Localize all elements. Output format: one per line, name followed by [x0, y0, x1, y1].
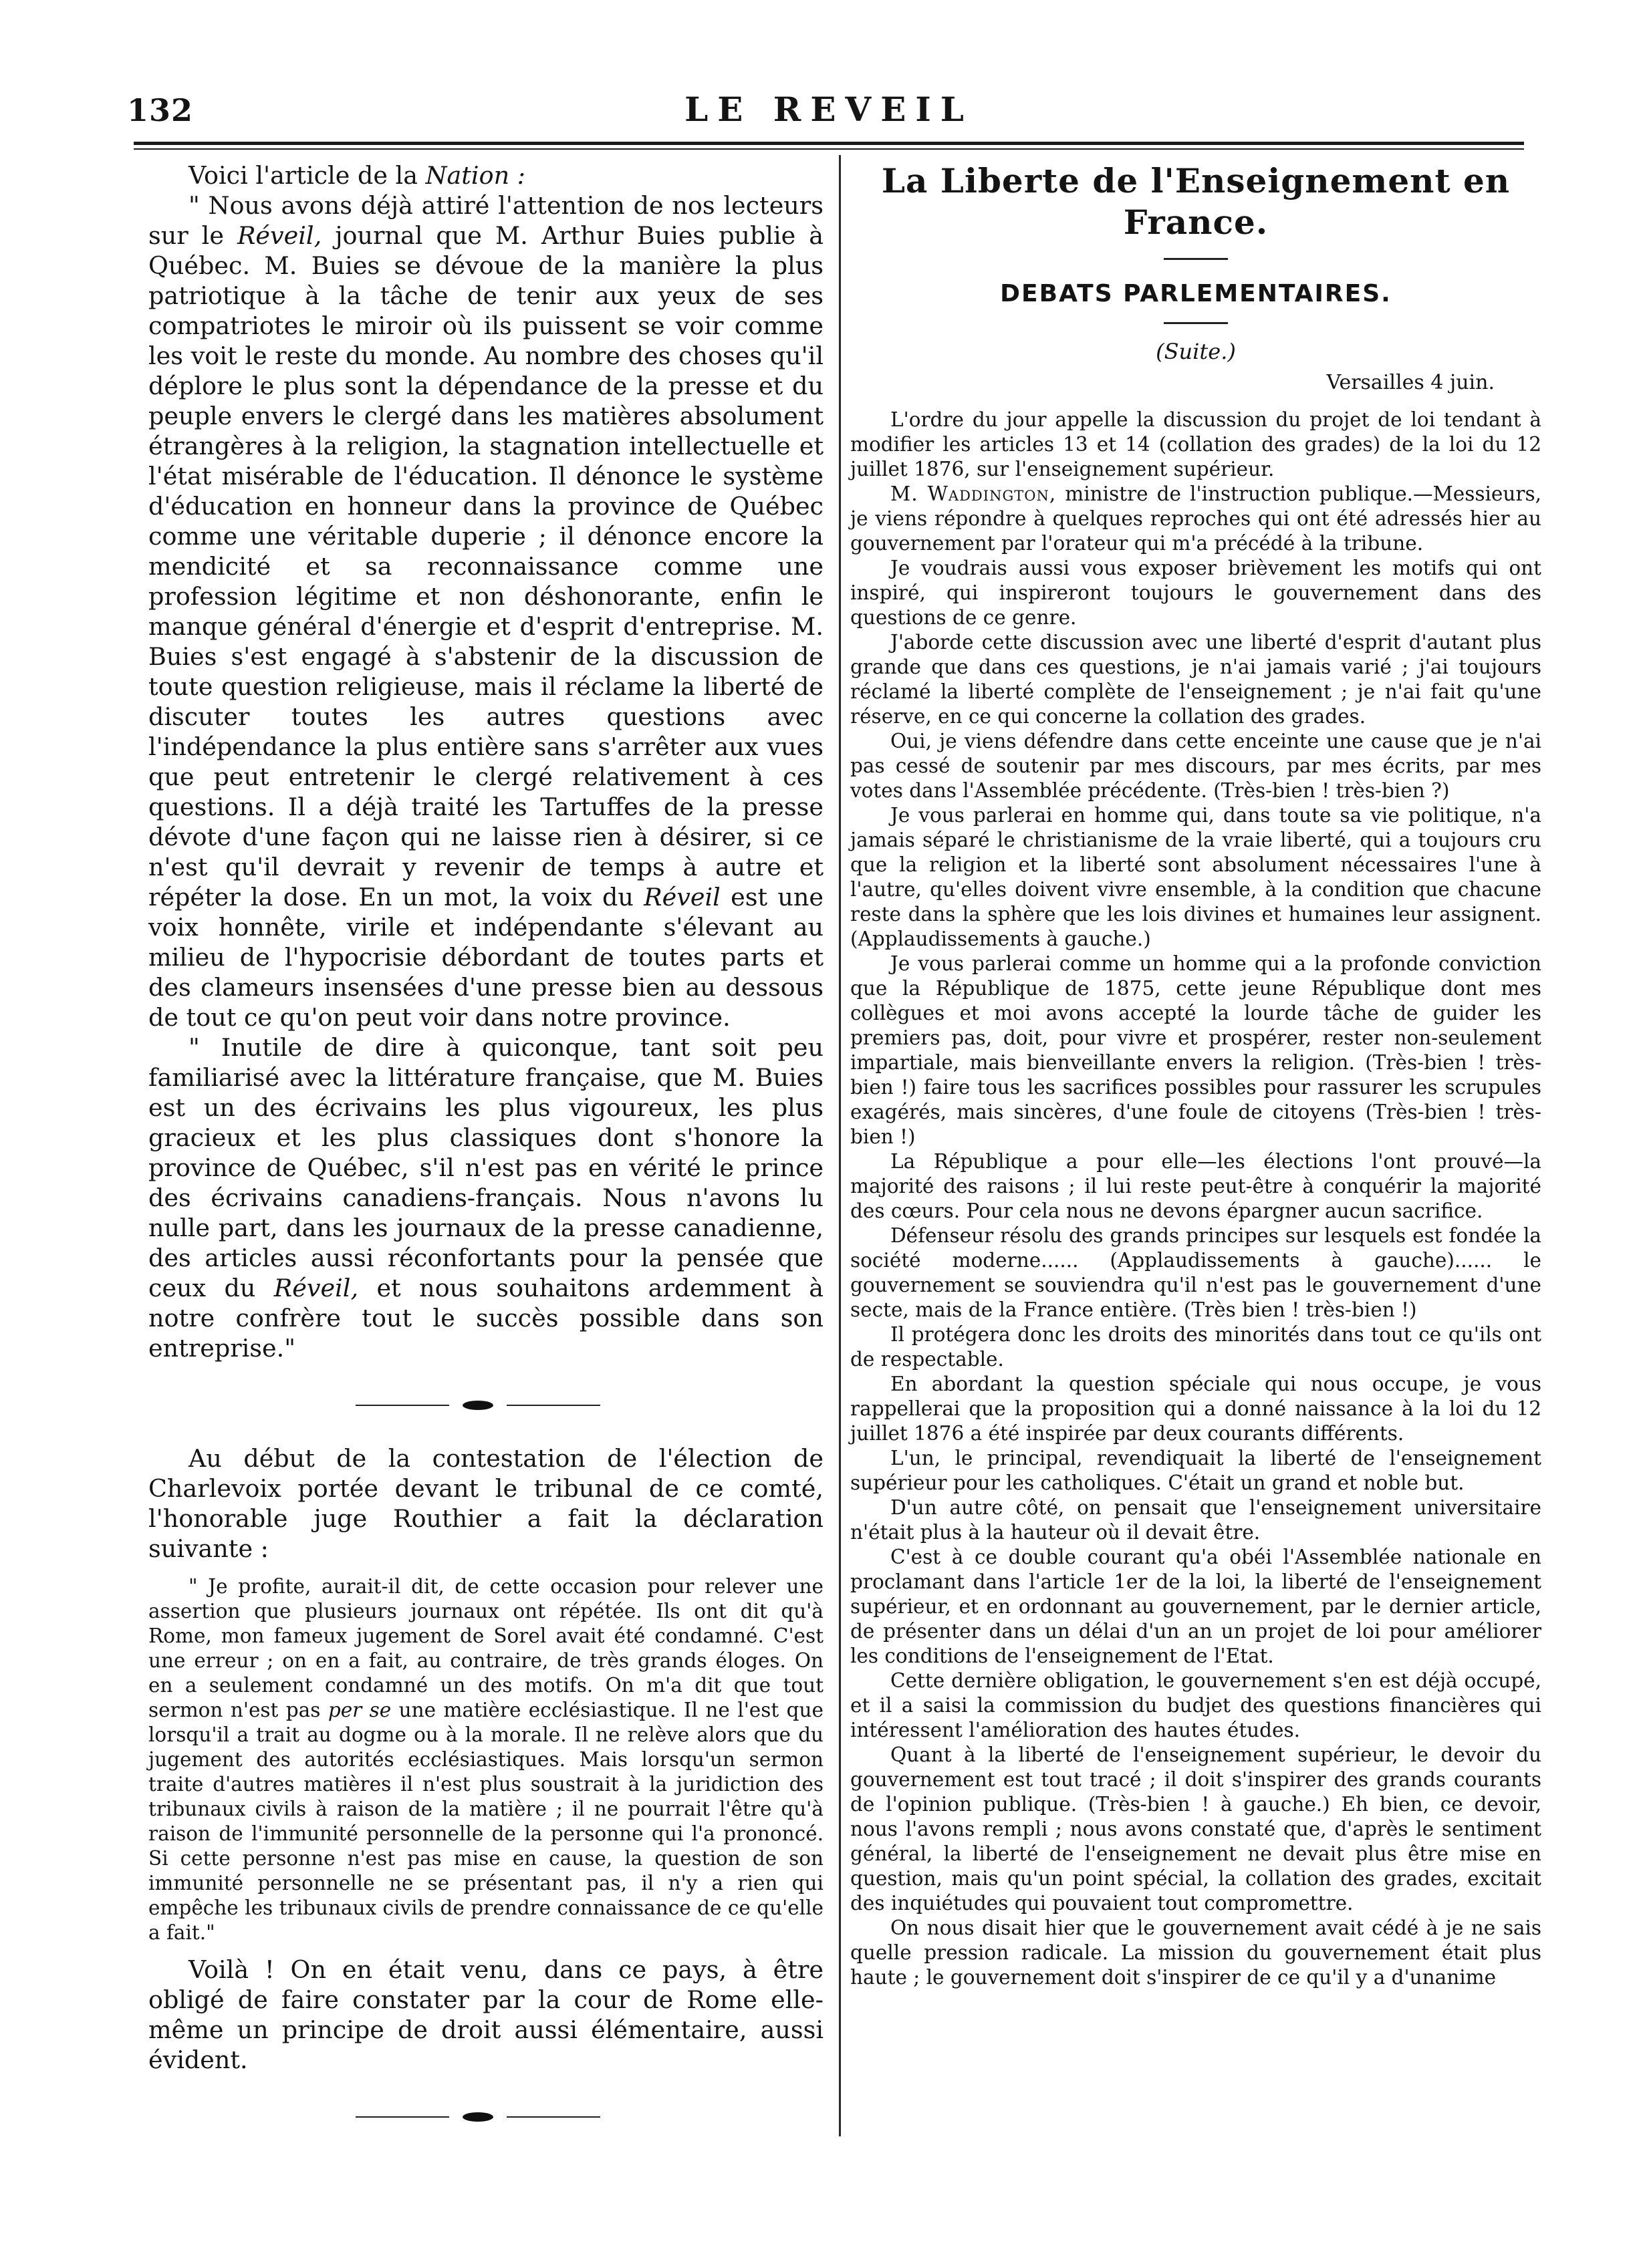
debate-paragraph: J'aborde cette discussion avec une liberté d'esprit d'autant plus grande que dans ces questions, je n'ai jamais varié ; j'ai toujours réclamé la liberté complète de l'enseignement ; je n'ai fait qu'une réserve, en ce qui concerne la collation des grades.: [850, 631, 1541, 728]
debate-paragraph: Je vous parlerai en homme qui, dans toute sa vie politique, n'a jamais séparé le christianisme de la vraie liberté, qui a toujours cru que la religion et la liberté sont absolument nécessaires l'une à l'autre, qu'elles doivent vivre ensemble, à la condition que chacune reste dans la sphère que les lois divines et humaines leur assignent. (Applaudissements à gauche.): [850, 804, 1541, 950]
quote1-text-b: journal que M. Arthur Buies publie à Québec. M. Buies se dévoue de la manière la plus patriotique à la tâche de tenir aux yeux de ses compatriotes le miroir où ils puissent se voir comme les voit le reste du monde. Au nombre des choses qu'il déplore le plus sont la dépendance de la presse et du peuple envers le clergé dans les matières absolument étrangères à la religion, la stagnation intellectuelle et l'état misérable de l'éducation. Il dénonce le système d'éducation en honneur dans la province de Québec comme une véritable duperie ; il dénonce encore la mendicité et sa reconnaissance comme une profession légitime et non déshonorante, enfin le manque général d'énergie et d'esprit d'entreprise. M. Buies s'est engagé à s'abstenir de la discussion de toute question religieuse, mais il réclame la liberté de discuter toutes les autres questions avec l'indépendance la plus entière sans s'arrêter aux vues que peut entretenir le clergé relativement à ces questions. Il a déjà traité les Tartuffes de la presse dévote d'une façon qui ne laisse rien à désirer, si ce n'est qu'il devrait y revenir de temps à autre et répéter la dose. En un mot, la voix du: [148, 221, 824, 911]
section-heading: DEBATS PARLEMENTAIRES.: [1000, 280, 1392, 307]
quote1-text-c: est une voix honnête, virile et indépendante s'élevant au milieu de l'hypocrisie débordant de toutes parts et des clameurs insensées d'une presse bien au dessous de tout ce qu'on peut voir dans notre province.: [148, 883, 824, 1032]
speech-text: ministre de l'instruction publique.—Messieurs, je viens répondre à quelques reproches qui ont été adressés hier au gouvernement par l'orateur qui m'a précédé à la tribune.: [850, 482, 1542, 555]
routhier-per-se: per se: [328, 1699, 392, 1721]
ornament-line-right: [507, 1405, 600, 1406]
debate-paragraph: L'ordre du jour appelle la discussion du projet de loi tendant à modifier les articles 13 et 14 (collation des grades) de la loi du 12 juillet 1876, sur l'enseignement supérieur.: [850, 408, 1541, 480]
debate-paragraph: La République a pour elle—les élections l'ont prouvé—la majorité des raisons ; il lui reste peut-être à conquérir la majorité des cœurs. Pour cela nous ne devons épargner aucun sacrifice.: [850, 1150, 1541, 1222]
article-title: La Liberte de l'Enseignement en France.: [881, 161, 1511, 242]
intro-italic: Nation :: [425, 161, 525, 190]
debate-paragraph: Quant à la liberté de l'enseignement supérieur, le devoir du gouvernement est tout tracé ; il doit s'inspirer des grands courants de l'opinion publique. (Très-bien ! à gauche.) Eh bien, ce devoir, nous l'avons rempli ; nous avons constaté que, d'après le sentiment général, la liberté de l'enseignement ne devait plus être mise en question, mais qu'un point spécial, la collation des grades, excitait des inquiétudes qui pouvaient tout compromettre.: [850, 1743, 1541, 1915]
column-divider: [839, 155, 841, 2136]
dateline: Versailles 4 juin.: [1326, 371, 1495, 394]
left-column: [148, 160, 824, 2155]
ornament-center: [463, 1401, 493, 1410]
page-header: [120, 80, 1537, 140]
quote2-text-b: et nous souhaitons ardemment à notre confrère tout le succès possible dans son entreprise.": [148, 1274, 824, 1363]
debate-paragraph: D'un autre côté, on pensait que l'enseignement universitaire n'était plus à la hauteur où il devait être.: [850, 1496, 1541, 1544]
debate-paragraph: On nous disait hier que le gouvernement avait cédé à je ne sais quelle pression radicale. La mission du gouvernement était plus haute ; le gouvernement doit s'inspirer de ce qu'il y a d'unanime: [850, 1917, 1541, 1989]
title-rule: [1164, 258, 1228, 260]
debate-paragraph: En abordant la question spéciale qui nous occupe, je vous rappellerai que la proposition qui a donné naissance à la loi du 12 juillet 1876 a été inspirée par deux courants différents.: [850, 1373, 1541, 1445]
quote1-reveil: Réveil,: [237, 221, 322, 250]
suite-label: (Suite.): [1156, 339, 1236, 364]
quote1-reveil-2: Réveil: [644, 883, 721, 911]
intro-text: Voici l'article de la: [188, 161, 426, 190]
header-rule-thick: [134, 142, 1524, 145]
header-rule-thin: [134, 148, 1524, 150]
voila-paragraph: Voilà ! On en était venu, dans ce pays, à être obligé de faire constater par la cour de Rome elle-même un principe de droit aussi élémentaire, aussi évident.: [148, 1955, 824, 2074]
quote2-reveil: Réveil,: [273, 1274, 359, 1302]
charlevoix-paragraph: Au début de la contestation de l'élection de Charlevoix portée devant le tribunal de ce comté, l'honorable juge Routhier a fait la déclaration suivante :: [148, 1444, 824, 1563]
ornament-line-right: [507, 2116, 600, 2118]
right-column: [850, 160, 1541, 1990]
debate-paragraph: Je voudrais aussi vous exposer brièvement les motifs qui ont inspiré, qui inspireront toujours le gouvernement dans des questions de ce genre.: [850, 557, 1541, 629]
debate-paragraph: Défenseur résolu des grands principes sur lesquels est fondée la société moderne...... (Applaudissements à gauche)...... le gouvernement se souviendra qu'il n'est pas le gouvernement d'une secte, mais de la France entière. (Très bien ! très-bien !): [850, 1224, 1541, 1321]
quote-nation-paragraph-1: [148, 190, 824, 1032]
debate-paragraph: Oui, je viens défendre dans cette enceinte une cause que je n'ai pas cessé de soutenir par mes discours, par mes écrits, par mes votes dans l'Assemblée précédente. (Très-bien ! très-bien ?): [850, 730, 1541, 802]
ornament-line-left: [356, 1405, 449, 1406]
debate-paragraph: Il protégera donc les droits des minorités dans tout ce qu'ils ont de respectable.: [850, 1323, 1541, 1371]
ornament-line-left: [356, 2116, 449, 2118]
quote2-text-a: " Inutile de dire à quiconque, tant soit peu familiarisé avec la littérature française, que M. Buies est un des écrivains les plus vigoureux, les plus gracieux et les plus classiques dont s'honore la province de Québec, s'il n'est pas en vérité le prince des écrivains canadiens-français. Nous n'avons lu nulle part, dans les journaux de la presse canadienne, des articles aussi réconfortants pour la pensée que ceux du: [148, 1033, 824, 1302]
ornament-center: [463, 2112, 493, 2122]
debate-paragraph: [850, 482, 1541, 556]
ornament-divider: [148, 1386, 824, 1426]
quote-nation-paragraph-2: [148, 1032, 824, 1363]
ornament-divider-bottom: [148, 2098, 824, 2138]
routhier-quote: [148, 1574, 824, 1945]
intro-paragraph: [148, 160, 824, 190]
speaker-name: M. Waddington,: [890, 482, 1057, 505]
masthead: LE REVEIL: [684, 90, 973, 129]
page-number: 132: [127, 92, 194, 128]
routhier-text-b: une matière ecclésiastique. Il ne l'est que lorsqu'il a trait au dogme ou à la morale. Il ne relève alors que du jugement des autorités ecclésiastiques. Mais lorsqu'un sermon traite d'autres matières il n'est plus soustrait à la juridiction des tribunaux civils à raison de la matière ; il ne pourrait l'être qu'à raison de l'immunité personnelle de la personne qui l'a prononcé. Si cette personne n'est pas mise en cause, la question de son immunité personnelle ne se présentant pas, il n'y a rien qui empêche les tribunaux civils de prendre connaissance de ce qu'elle a fait.": [148, 1699, 824, 1944]
quote1-text-a: " Nous avons déjà attiré l'attention de nos lecteurs sur le: [148, 191, 824, 250]
debate-paragraph: Je vous parlerai comme un homme qui a la profonde conviction que la République de 1875, cette jeune République dont mes collègues et moi avons accepté la lourde tâche de guider les premiers pas, doit, pour vivre et prospérer, rester non-seulement impartiale, mais bienveillante envers la religion. (Très-bien ! très-bien !) faire tous les sacrifices possibles pour rassurer les scrupules exagérés, mais sincères, d'une foule de citoyens (Très-bien ! très-bien !): [850, 952, 1541, 1148]
heading-rule: [1164, 322, 1228, 324]
debate-paragraph: Cette dernière obligation, le gouvernement s'en est déjà occupé, et il a saisi la commission du budjet des questions financières qui intéressent l'amélioration des hautes études.: [850, 1669, 1541, 1741]
debate-paragraph: C'est à ce double courant qu'a obéi l'Assemblée nationale en proclamant dans l'article 1er de la loi, la liberté de l'enseignement supérieur, et en ordonnant au gouvernement, par le dernier article, de présenter dans un délai d'un an un projet de loi pour améliorer les conditions de l'enseignement de l'Etat.: [850, 1546, 1541, 1667]
routhier-text-a: " Je profite, aurait-il dit, de cette occasion pour relever une assertion que plusieurs journaux ont répétée. Ils ont dit qu'à Rome, mon fameux jugement de Sorel avait été condamné. C'est une erreur ; on en a fait, au contraire, de très grands éloges. On en a seulement condamné un des motifs. On m'a dit que tout sermon n'est pas: [148, 1575, 824, 1721]
debate-paragraph: L'un, le principal, revendiquait la liberté de l'enseignement supérieur pour les catholiques. C'était un grand et noble but.: [850, 1447, 1541, 1494]
